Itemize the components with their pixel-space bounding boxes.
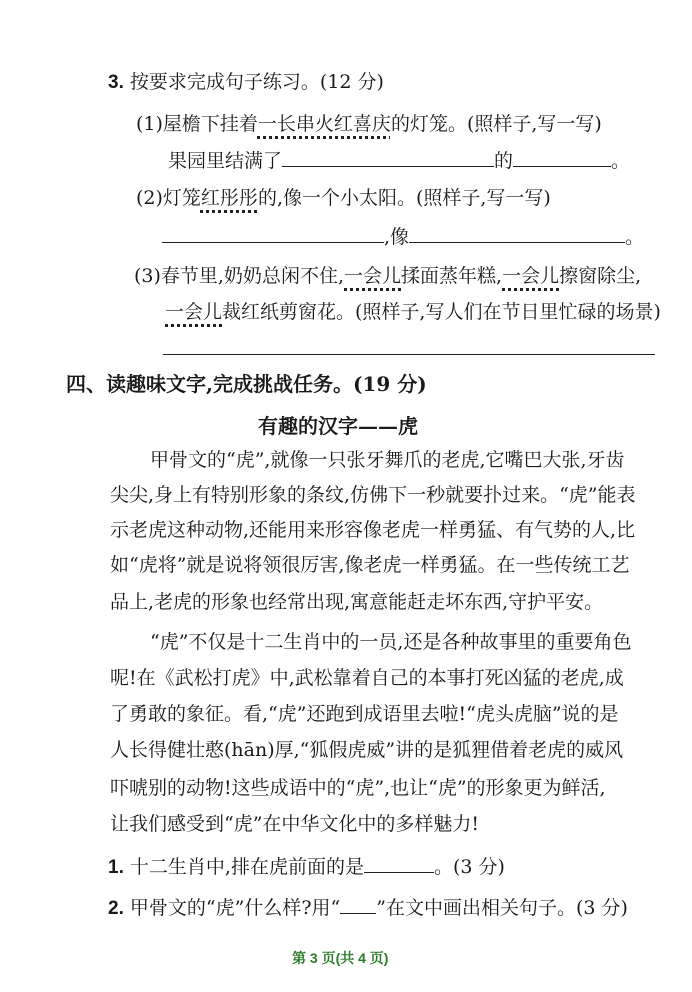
question-number: 1.	[108, 857, 124, 878]
paragraph-1-line: 尖尖,身上有特别形象的条纹,仿佛下一秒就要扑过来。“虎”能表	[110, 484, 636, 506]
paragraph-2-line: 让我们感受到“虎”在中华文化中的多样魅力!	[110, 813, 480, 835]
fill-prefix: 果园里结满了	[168, 150, 283, 172]
sentence-3-line-1	[134, 262, 641, 290]
paragraph-2-line: 呢!在《武松打虎》中,武松靠着自己的本事打死凶猛的老虎,成	[110, 667, 624, 689]
fill-middle: ,像	[384, 226, 410, 248]
answer-blank[interactable]	[513, 146, 611, 167]
question-number: 3.	[108, 72, 124, 93]
question-text: ”在文中画出相关句子。(3 分)	[376, 897, 628, 919]
paragraph-1-line: 品上,老虎的形象也经常出现,寓意能赶走坏东西,守护平安。	[110, 591, 604, 613]
section-4-heading: 四、读趣味文字,完成挑战任务。(19 分)	[66, 372, 427, 396]
fill-end: 。	[625, 226, 645, 248]
sentence-1-dotted: 一长串火红喜庆	[257, 113, 391, 135]
paragraph-2-line: 人长得健壮憨(hān)厚,“狐假虎威”讲的是狐狸借着老虎的威风	[110, 739, 624, 761]
sentence-1-post: 的灯笼。(照样子,写一写)	[390, 113, 602, 135]
sentence-2-dotted: 红彤彤	[200, 187, 258, 209]
paragraph-2-line: 吓唬别的动物!这些成语中的“虎”,也让“虎”的形象更为鲜活,	[110, 777, 606, 799]
answer-blank[interactable]	[409, 222, 625, 243]
sentence-3-text: 裁红纸剪窗花。(照样子,写人们在节日里忙碌的场景)	[222, 301, 661, 323]
fill-middle: 的	[494, 150, 514, 172]
answer-blank[interactable]	[364, 852, 434, 873]
answer-blank[interactable]	[282, 146, 494, 167]
sentence-1-pre: (1)屋檐下挂着	[136, 113, 258, 135]
paragraph-2-line: “虎”不仅是十二生肖中的一员,还是各种故事里的重要角色	[150, 631, 632, 653]
answer-blank[interactable]	[162, 222, 384, 243]
sentence-1-fill	[168, 146, 630, 175]
sub-question-1	[108, 852, 505, 882]
page-footer: 第 3 页(共 4 页)	[292, 950, 389, 966]
paragraph-1-line: 甲骨文的“虎”,就像一只张牙舞爪的老虎,它嘴巴大张,牙齿	[150, 449, 625, 471]
sentence-3-dotted: 一会儿	[165, 301, 223, 323]
paragraph-1-line: 示老虎这种动物,还能用来形容像老虎一样勇猛、有气势的人,比	[110, 519, 636, 541]
sentence-1	[136, 110, 602, 138]
sentence-3-text: (3)春节里,奶奶总闲不住,	[134, 265, 344, 287]
sentence-3-text: 揉面蒸年糕,	[401, 265, 503, 287]
sentence-3-text: 擦窗除尘,	[559, 265, 642, 287]
question-score: 。(3 分)	[433, 856, 505, 878]
question-number: 2.	[108, 898, 124, 919]
sentence-3-dotted: 一会儿	[502, 265, 560, 287]
sub-question-2	[108, 893, 628, 923]
sentence-3-dotted: 一会儿	[344, 265, 402, 287]
question-3-title	[108, 68, 384, 97]
underline-sample	[340, 893, 376, 914]
answer-line[interactable]	[163, 354, 655, 355]
paragraph-2-line: 了勇敢的象征。看,“虎”还跑到成语里去啦!“虎头虎脑”说的是	[110, 703, 619, 725]
fill-end: 。	[611, 150, 631, 172]
question-text: 十二生肖中,排在虎前面的是	[129, 856, 364, 878]
article-title: 有趣的汉字——虎	[258, 414, 418, 438]
sentence-3-line-2	[165, 298, 661, 326]
sentence-2-fill	[162, 222, 644, 251]
paragraph-1-line: 如“虎将”就是说将领很厉害,像老虎一样勇猛。在一些传统工艺	[110, 554, 630, 576]
question-text: 甲骨文的“虎”什么样?用“	[129, 897, 341, 919]
sentence-2-post: 的,像一个小太阳。(照样子,写一写)	[257, 187, 551, 209]
sentence-2-pre: (2)灯笼	[136, 187, 201, 209]
question-title-text: 按要求完成句子练习。(12 分)	[129, 71, 384, 93]
sentence-2	[136, 184, 551, 212]
